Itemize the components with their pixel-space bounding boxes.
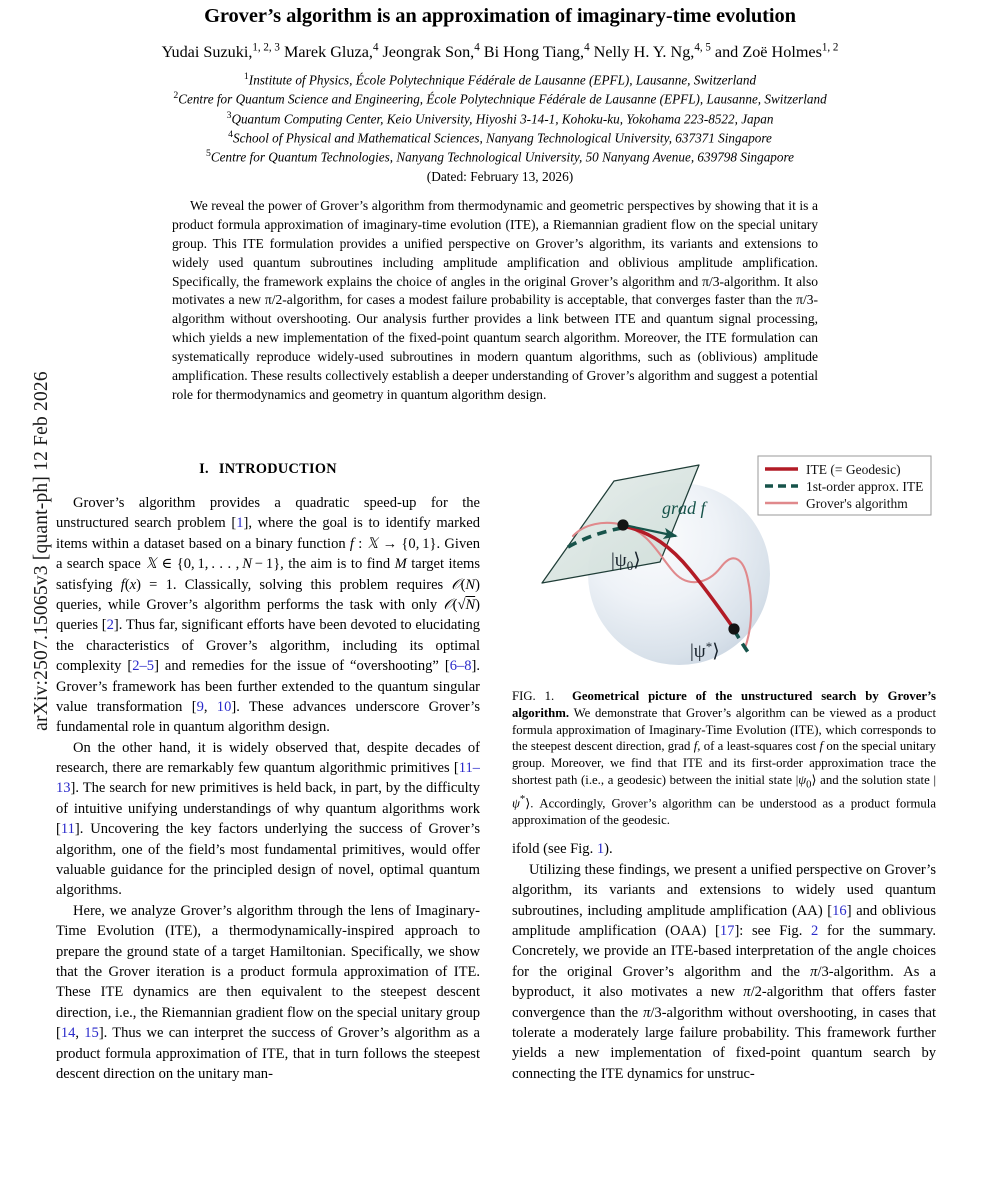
affiliation-marker: 4 <box>228 128 233 140</box>
paragraph: On the other hand, it is widely observed that, despite decades of research, there are remarkably few quantum algorithmic primitives [11–13]. The search for new primitives is held back, in part, by the difficulty of intuitive unifying understandings of why quantum algorithms work [11]. Uncovering the key factors underlying the success of Grover’s algorithm, one of the field’s most fundamental primitives, would offer valuable guidance for the principled design of novel, optimal quantum algorithms. <box>56 739 480 899</box>
citation-link[interactable]: 16 <box>832 902 847 919</box>
author-list <box>60 41 940 63</box>
section-number: I. <box>199 461 209 477</box>
legend-label-approx-ite: 1st-order approx. ITE <box>806 479 924 494</box>
section-heading-introduction <box>56 461 480 478</box>
page-title: Grover’s algorithm is an approximation of imaginary-time evolution <box>204 5 796 27</box>
abstract-text: We reveal the power of Grover’s algorithm from thermodynamic and geometric perspectives by showing that it is a product formula approximation of imaginary-time evolution (ITE), a Riemannian gradient flow on the special unitary group. This ITE formulation provides a unified perspective on Grover’s algorithm, its variants and extensions to widely used quantum subroutines including amplitude amplification and oblivious amplitude amplification. Specifically, the framework explains the choice of angles in the original Grover’s algorithm and π/3-algorithm. It also motivates a new π/2-algorithm, for cases a modest failure probability is acceptable, that converges faster than the π/3-algorithm without overshooting. Our analysis further provides a link between ITE and quantum signal processing, which yields a new implementation of the fixed-point quantum search algorithm. Moreover, the ITE formulation can systematically reproduce widely-used subroutines in modern quantum algorithms, such as (oblivious) amplitude amplification. These results collectively establish a deeper understanding of Grover’s algorithm and suggest a potential role for thermodynamics and geometry in quantum algorithm design. <box>172 198 818 402</box>
affiliation-marker: 5 <box>205 148 211 160</box>
affiliation-text: Centre for Quantum Technologies, Nanyang Technological University, 50 Nanyang Avenue, 639798 Singapore <box>210 149 794 165</box>
affiliation-text: Institute of Physics, École Polytechnique Fédérale de Lausanne (EPFL), Lausanne, Switzerland <box>248 72 757 88</box>
affiliation-text: Centre for Quantum Science and Engineering, École Polytechnique Fédérale de Lausanne (EPFL), Lausanne, Switzerland <box>178 91 827 107</box>
author-affil-marker: 4 <box>584 42 590 54</box>
section-title: INTRODUCTION <box>218 461 337 477</box>
citation-link[interactable]: 9 <box>196 698 204 715</box>
citation-link[interactable]: 10 <box>216 698 232 715</box>
author-affil-marker: 4, 5 <box>694 42 711 54</box>
affiliation-list <box>60 70 940 186</box>
author-affil-marker: 1, 2, 3 <box>252 42 280 54</box>
figure-legend <box>758 456 931 515</box>
paragraph: Utilizing these findings, we present a unified perspective on Grover’s algorithm, its variants and extensions to widely used quantum subroutines, including amplitude amplification (AA) [16] and oblivious amplitude amplification (OAA) [17]: see Fig. 2 for the summary. Concretely, we provide an ITE-based interpretation of the angle choices for the original Grover’s algorithm and the π/3-algorithm. As a byproduct, it also motivates a new π/2-algorithm that offers faster convergence than the π/3-algorithm without overshooting, in cases that tolerate a moderately large failure probability. This framework further yields a new implementation of fixed-point quantum search by connecting the ITE dynamics for unstruc- <box>512 861 936 1082</box>
author: Jeongrak Son,$^4$ <box>382 42 480 62</box>
citation-link[interactable]: 14 <box>60 1025 76 1042</box>
psi0-label: $|\psi_0⟩$ <box>611 550 641 573</box>
paragraph: Here, we analyze Grover’s algorithm through the lens of Imaginary-Time Evolution (ITE), a thermodynamically-inspired approach to prepare the ground state of a target Hamiltonian. Specifically, we show that the Grover iteration is a product formula approximation of ITE. These ITE dynamics are then equivalent to the steepest descent direction, i.e., the Riemannian gradient flow on the special unitary group [14, 15]. Thus we can interpret the success of Grover’s algorithm as a product formula approximation of ITE, that in turn follows the steepest descent direction on the unitary man- <box>56 902 480 1082</box>
right-column <box>512 452 936 1200</box>
figure-label: FIG. 1. <box>512 689 555 703</box>
figure-reference-link[interactable]: 2 <box>811 922 819 939</box>
citation-link[interactable]: 15 <box>84 1025 99 1042</box>
paragraph: ifold (see Fig. 1). <box>512 841 613 858</box>
author: Yudai Suzuki,$^{1, 2, 3}$ <box>161 42 280 62</box>
paragraph: Grover’s algorithm provides a quadratic speed-up for the unstructured search problem [1], where the goal is to identify marked items within a dataset based on a binary function f : 𝕏 → {0, 1}. Given a search space 𝕏 ∈ {0, 1, . . . , N − 1}, the aim is to find M target items satisfying f(x) = 1. Classically, solving this problem requires 𝒪(N) queries, while Grover’s algorithm performs the task with only 𝒪(√N) queries [2]. Thus far, significant efforts have been devoted to elucidating the characteristics of Grover’s algorithm, including its optimal complexity [2–5] and remedies for the issue of “overshooting” [6–8]. Grover’s framework has been further extended to the quantum singular value transformation [9, 10]. These advances underscore Grover’s fundamental role in quantum algorithm design. <box>56 495 480 736</box>
affiliation <box>60 147 940 166</box>
affiliation-text: School of Physical and Mathematical Sciences, Nanyang Technological University, 637371 Singapore <box>232 130 772 146</box>
author: Marek Gluza,$^4$ <box>283 42 379 62</box>
legend-label-grover: Grover's algorithm <box>806 496 908 511</box>
figure-caption: FIG. 1. Geometrical picture of the unstructured search by Grover’s algorithm. We demonstrate that Grover’s algorithm can be viewed as a product formula approximation of Imaginary-Time Evolution (ITE), which corresponds to the steepest descent direction, grad f, of a least-squares cost f on the special unitary group. Moreover, we find that ITE and its first-order approximation trace the shortest path (i.e., a geodesic) between the initial state $|\psi_0⟩$ and the solution state |ψ*⟩. Accordingly, Grover’s algorithm can be understood as a product formula approximation of the geodesic. <box>512 689 936 827</box>
figure-caption-bold: Geometrical picture of the unstructured search by Grover’s algorithm. <box>512 689 936 720</box>
citation-link[interactable]: 11–13 <box>56 760 480 797</box>
abstract <box>172 197 818 405</box>
psi-star-label: |ψ*⟩ <box>690 639 720 662</box>
affiliation-marker: 3 <box>226 109 232 121</box>
affiliation <box>60 89 940 108</box>
citation-link[interactable]: 1 <box>236 515 244 532</box>
affiliation <box>60 70 940 89</box>
citation-link[interactable]: 17 <box>719 922 735 939</box>
figure-reference-link[interactable]: 1 <box>596 841 605 858</box>
affiliation <box>60 128 940 147</box>
grad-f-label: grad f <box>662 498 706 518</box>
author: Bi Hong Tiang,$^4$ <box>483 42 590 62</box>
author: Nelly H. Y. Ng,$^{4, 5}$ <box>593 42 711 62</box>
dated-line: (Dated: February 13, 2026) <box>426 169 574 185</box>
figure-1-graphic <box>512 452 936 680</box>
left-column <box>56 452 480 1200</box>
author-affil-marker: 4 <box>372 42 379 54</box>
affiliation-text: Quantum Computing Center, Keio University, Hiyoshi 3-14-1, Kohoku-ku, Yokohama 223-8522, Japan <box>231 110 774 126</box>
affiliation <box>60 109 940 128</box>
affiliation-marker: 1 <box>243 71 249 82</box>
citation-link[interactable]: 2 <box>106 617 114 634</box>
citation-link[interactable]: 2–5 <box>132 658 155 675</box>
affiliation-marker: 2 <box>173 90 179 102</box>
author-affil-marker: 4 <box>474 42 480 54</box>
figure-1 <box>512 452 936 680</box>
psi-star-point <box>728 623 739 634</box>
citation-link[interactable]: 11 <box>60 821 75 838</box>
two-column-body <box>56 452 936 1200</box>
citation-link[interactable]: 6–8 <box>449 658 472 675</box>
author-affil-marker: 1, 2 <box>821 42 839 54</box>
psi0-point <box>617 519 628 530</box>
legend-label-ite: ITE (= Geodesic) <box>806 462 901 477</box>
arxiv-stamp: arXiv:2507.15065v3 [quant-ph] 12 Feb 2026 <box>31 371 52 731</box>
author: and Zoë Holmes$^{1, 2}$ <box>714 42 839 62</box>
